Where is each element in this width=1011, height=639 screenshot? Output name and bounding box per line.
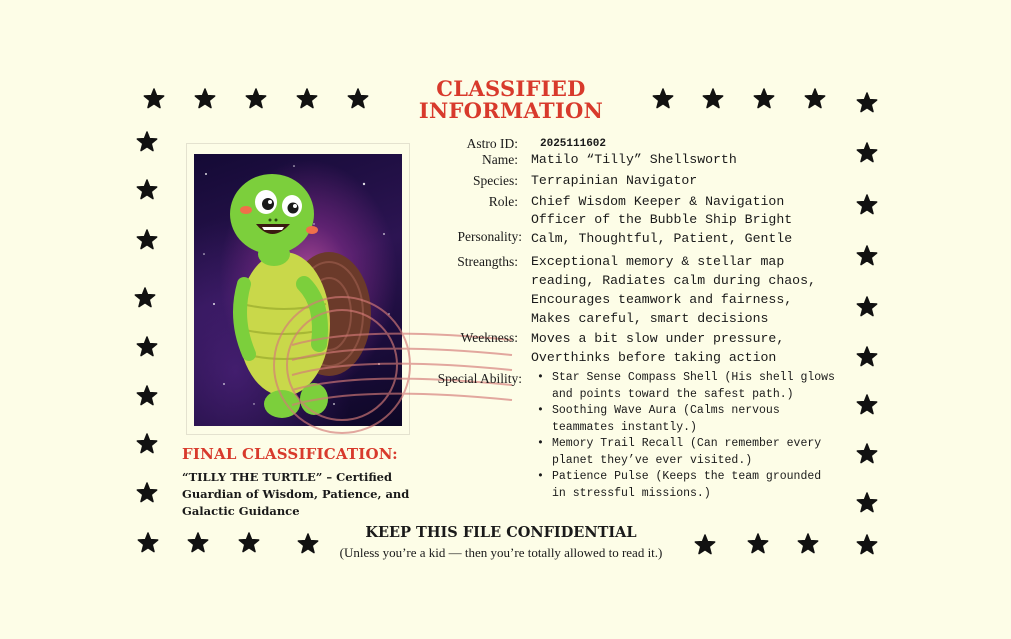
special-ability-label: Special Ability: [437, 371, 522, 386]
star-icon [137, 532, 159, 554]
star-icon [245, 88, 267, 110]
star-icon [856, 194, 878, 216]
page-title [412, 78, 610, 122]
star-icon [296, 88, 318, 110]
star-icon [136, 482, 158, 504]
star-icon [136, 131, 158, 153]
star-icon [347, 88, 369, 110]
ability-list [536, 370, 835, 502]
title-line-1: CLASSIFIED [436, 76, 586, 101]
star-icon [702, 88, 724, 110]
species-value: Terrapinian Navigator [531, 173, 698, 188]
strengths-value-line-3: Encourages teamwork and fairness, [531, 292, 793, 307]
star-icon [136, 336, 158, 358]
star-icon [136, 229, 158, 251]
star-icon [238, 532, 260, 554]
star-icon [134, 287, 156, 309]
astro-id-label: Astro ID: [466, 136, 518, 151]
star-icon [194, 88, 216, 110]
star-icon [136, 385, 158, 407]
star-icon [856, 296, 878, 318]
star-icon [753, 88, 775, 110]
star-icon [856, 142, 878, 164]
personality-label: Personality: [457, 229, 522, 244]
star-icon [856, 394, 878, 416]
name-value: Matilo “Tilly” Shellsworth [531, 152, 737, 167]
ability-item: • Soothing Wave Aura (Calms nervous teammates instantly.) [536, 403, 835, 436]
role-value-line-1: Chief Wisdom Keeper & Navigation [531, 194, 785, 209]
ability-item: • Patience Pulse (Keeps the team grounded in stressful missions.) [536, 469, 835, 502]
confidential-notice: KEEP THIS FILE CONFIDENTIAL [365, 524, 637, 541]
final-classification-title: FINAL CLASSIFICATION: [182, 445, 398, 463]
astro-id-value: 2025111602 [540, 138, 607, 150]
turtle-illustration [194, 154, 402, 426]
final-classification-text: “TILLY THE TURTLE” – Certified Guardian of Wisdom, Patience, and Galactic Guidance [182, 470, 410, 518]
personality-value: Calm, Thoughtful, Patient, Gentle [531, 231, 793, 246]
confidential-subtitle: (Unless you’re a kid — then you’re totally allowed to read it.) [339, 545, 663, 560]
star-icon [797, 533, 819, 555]
weakness-value-line-1: Moves a bit slow under pressure, [531, 331, 785, 346]
title-line-2: INFORMATION [418, 98, 604, 123]
star-icon [136, 433, 158, 455]
star-icon [856, 492, 878, 514]
star-icon [652, 88, 674, 110]
star-icon [143, 88, 165, 110]
ability-item: • Star Sense Compass Shell (His shell glows and points toward the safest path.) [536, 370, 835, 403]
strengths-value-line-1: Exceptional memory & stellar map [531, 254, 785, 269]
weakness-label: Weekness: [460, 330, 518, 345]
species-label: Species: [473, 173, 518, 188]
star-icon [187, 532, 209, 554]
star-icon [856, 245, 878, 267]
ability-item: • Memory Trail Recall (Can remember every planet they’ve ever visited.) [536, 436, 835, 469]
weakness-value-line-2: Overthinks before taking action [531, 350, 777, 365]
star-icon [856, 534, 878, 556]
star-icon [747, 533, 769, 555]
role-value-line-2: Officer of the Bubble Ship Bright [531, 212, 793, 227]
star-icon [804, 88, 826, 110]
turtle-photo [194, 154, 402, 426]
role-label: Role: [488, 194, 518, 209]
star-icon [856, 443, 878, 465]
star-icon [856, 92, 878, 114]
strengths-label: Streangths: [457, 254, 518, 269]
strengths-value-line-4: Makes careful, smart decisions [531, 311, 769, 326]
name-label: Name: [482, 152, 518, 167]
star-icon [136, 179, 158, 201]
star-icon [856, 346, 878, 368]
strengths-value-line-2: reading, Radiates calm during chaos, [531, 273, 816, 288]
star-icon [694, 534, 716, 556]
